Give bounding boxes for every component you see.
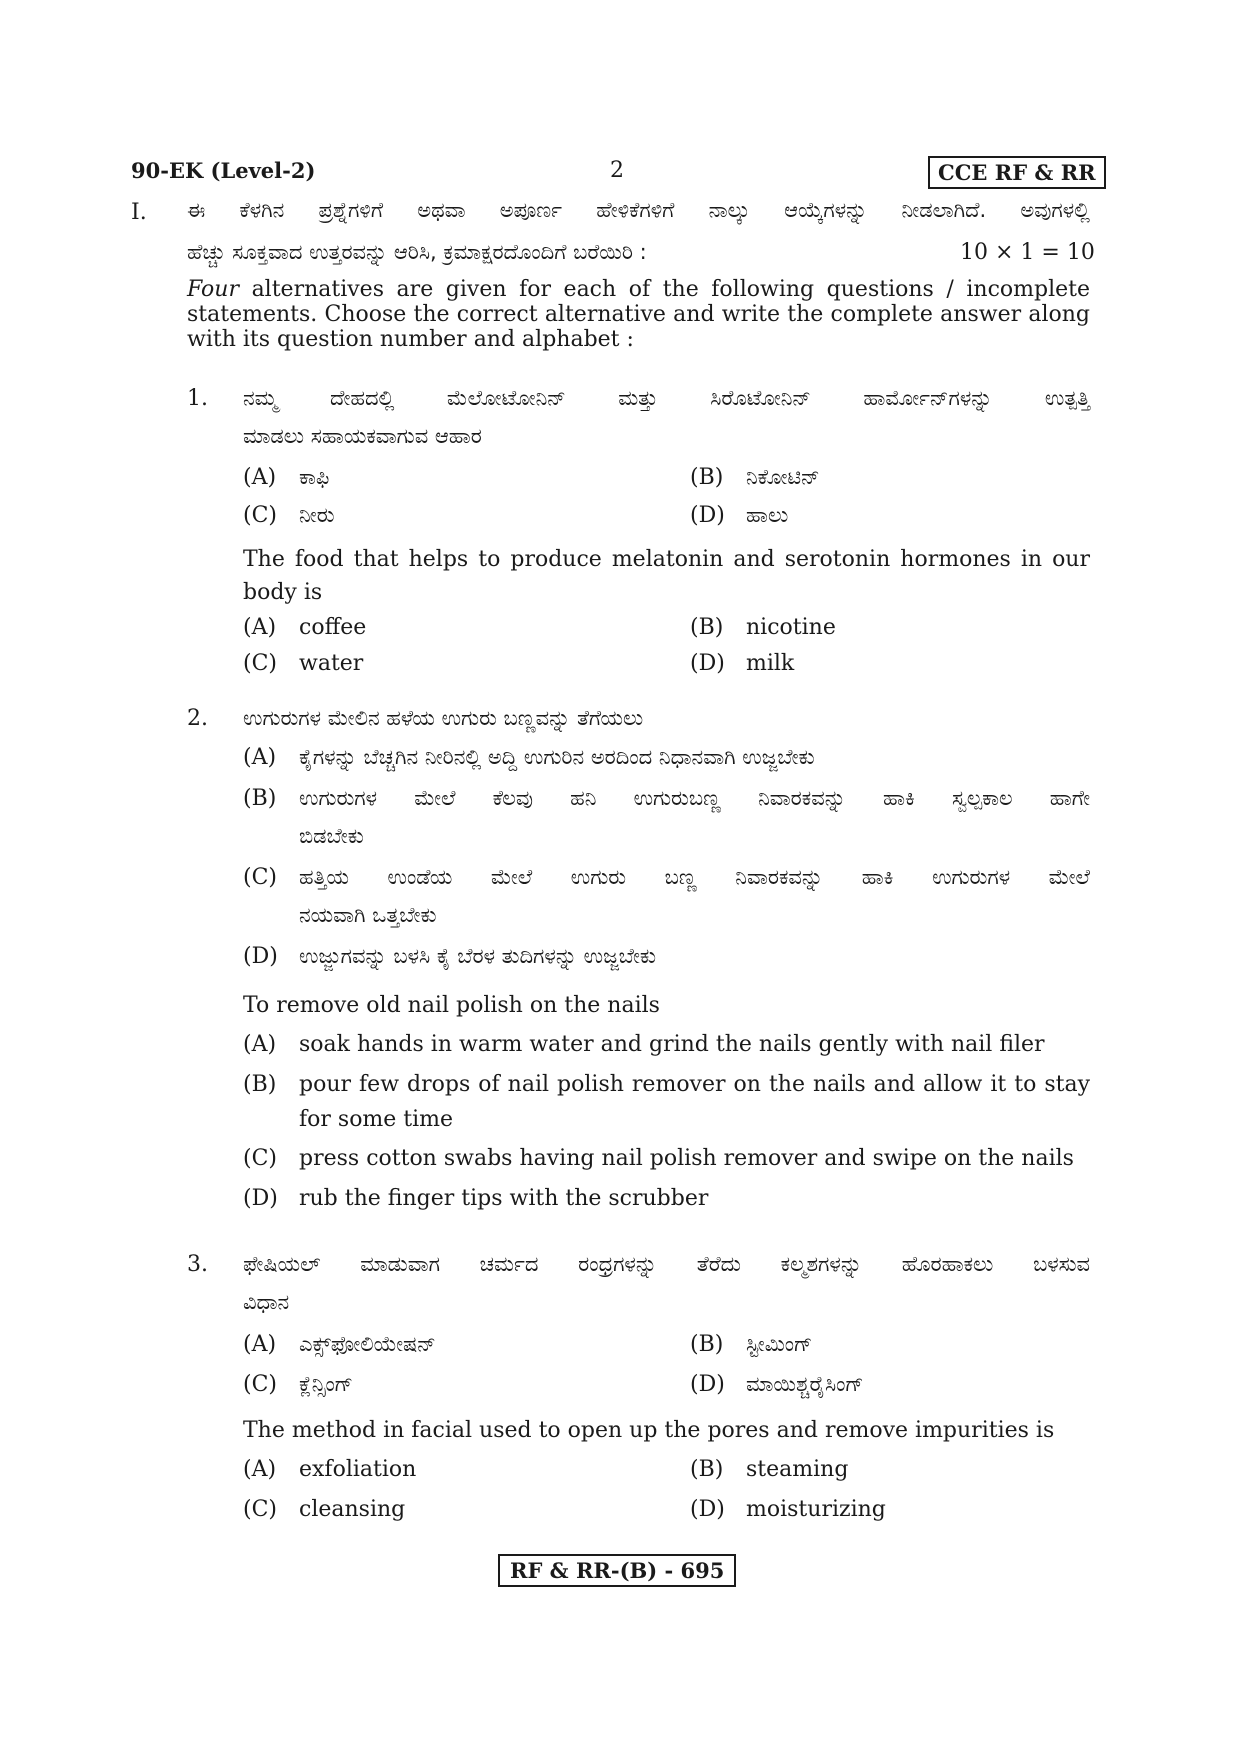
q2-en-option-c: press cotton swabs having nail polish remover and swipe on the nails <box>299 1146 1074 1171</box>
q1-en-option-d: milk <box>746 651 795 676</box>
question-1-english-line2: body is <box>243 580 323 605</box>
q1-en-option-a-label: (A) <box>243 615 277 640</box>
q1-kn-option-d: ಹಾಲು <box>746 503 789 527</box>
q2-kn-option-d-label: (D) <box>243 944 278 969</box>
q2-en-option-b-line2: for some time <box>299 1107 454 1132</box>
q2-en-option-a: soak hands in warm water and grind the nails gently with nail filer <box>299 1032 1045 1057</box>
q1-kn-option-d-label: (D) <box>690 503 725 528</box>
instruction-english-rest: alternatives are given for each of the following questions / incomplete <box>239 277 1090 302</box>
instruction-italic-word: Four <box>187 277 239 302</box>
q3-kn-option-a: ಎಕ್ಸ್‌ಫೋಲಿಯೇಷನ್ <box>299 1332 436 1356</box>
q2-en-option-b-label: (B) <box>243 1072 277 1097</box>
question-1-kannada-line1: ನಮ್ಮ ದೇಹದಲ್ಲಿ ಮೆಲೋಟೋನಿನ್ ಮತ್ತು ಸಿರೊಟೋನಿನ್ ಹಾರ್ಮೋನ್‌ಗಳನ್ನು ಉತ್ಪತ್ತಿ <box>243 386 1090 410</box>
question-1-english-line1: The food that helps to produce melatonin and serotonin hormones in our <box>243 547 1090 572</box>
question-1-number: 1. <box>187 386 208 411</box>
question-2-kannada-stem: ಉಗುರುಗಳ ಮೇಲಿನ ಹಳೆಯ ಉಗುರು ಬಣ್ಣವನ್ನು ತೆಗೆಯಲು <box>243 706 644 730</box>
instruction-english-line2: statements. Choose the correct alternative and write the complete answer along <box>187 302 1090 327</box>
page-number: 2 <box>610 158 624 183</box>
q2-en-option-d: rub the finger tips with the scrubber <box>299 1186 709 1211</box>
q3-kn-option-c-label: (C) <box>243 1372 277 1397</box>
q3-kn-option-d: ಮಾಯಿಶ್ಚರೈಸಿಂಗ್ <box>746 1372 864 1396</box>
q3-kn-option-d-label: (D) <box>690 1372 725 1397</box>
q1-kn-option-c: ನೀರು <box>299 503 335 527</box>
q2-en-option-b-line1: pour few drops of nail polish remover on the nails and allow it to stay <box>299 1072 1090 1097</box>
q3-en-option-a: exfoliation <box>299 1457 417 1482</box>
question-1-kannada-line2: ಮಾಡಲು ಸಹಾಯಕವಾಗುವ ಆಹಾರ <box>243 424 482 448</box>
q3-en-option-d-label: (D) <box>690 1497 725 1522</box>
q2-kn-option-d: ಉಜ್ಜುಗವನ್ನು ಬಳಸಿ ಕೈ ಬೆರಳ ತುದಿಗಳನ್ನು ಉಜ್ಜಬೇಕು <box>299 944 657 968</box>
q2-kn-option-a-label: (A) <box>243 745 277 770</box>
instruction-english-line3: with its question number and alphabet : <box>187 327 634 352</box>
q2-en-option-d-label: (D) <box>243 1186 278 1211</box>
q2-kn-option-b-line2: ಬಿಡಬೇಕು <box>299 824 364 848</box>
q1-en-option-b: nicotine <box>746 615 836 640</box>
q1-en-option-d-label: (D) <box>690 651 725 676</box>
q1-en-option-c: water <box>299 651 364 676</box>
q3-en-option-b: steaming <box>746 1457 849 1482</box>
q1-en-option-c-label: (C) <box>243 651 277 676</box>
marks-formula: 10 × 1 = 10 <box>960 240 1095 265</box>
q3-en-option-d: moisturizing <box>746 1497 886 1522</box>
instruction-kannada-line1: ಈ ಕೆಳಗಿನ ಪ್ರಶ್ನೆಗಳಿಗೆ ಅಥವಾ ಅಪೂರ್ಣ ಹೇಳಿಕೆಗಳಿಗೆ ನಾಲ್ಕು ಆಯ್ಕೆಗಳನ್ನು ನೀಡಲಾಗಿದೆ. ಅವುಗಳಲ್ಲಿ <box>187 198 1090 222</box>
q2-en-option-c-label: (C) <box>243 1146 277 1171</box>
q3-kn-option-c: ಕ್ಲೆನ್ಸಿಂಗ್ <box>299 1372 353 1396</box>
q1-kn-option-b: ನಿಕೋಟಿನ್ <box>746 465 820 489</box>
q3-kn-option-b: ಸ್ಟೀಮಿಂಗ್ <box>746 1332 813 1356</box>
q3-en-option-c: cleansing <box>299 1497 406 1522</box>
q3-en-option-b-label: (B) <box>690 1457 724 1482</box>
q2-en-option-a-label: (A) <box>243 1032 277 1057</box>
q1-kn-option-b-label: (B) <box>690 465 724 490</box>
section-number: I. <box>131 200 147 225</box>
question-3-kannada-line2: ವಿಧಾನ <box>243 1290 290 1314</box>
q2-kn-option-a: ಕೈಗಳನ್ನು ಬೆಚ್ಚಗಿನ ನೀರಿನಲ್ಲಿ ಅದ್ದಿ ಉಗುರಿನ ಅರದಿಂದ ನಿಧಾನವಾಗಿ ಉಜ್ಜಬೇಕು <box>299 745 815 769</box>
q2-kn-option-b-label: (B) <box>243 786 277 811</box>
q2-kn-option-b-line1: ಉಗುರುಗಳ ಮೇಲೆ ಕೆಲವು ಹನಿ ಉಗುರುಬಣ್ಣ ನಿವಾರಕವನ್ನು ಹಾಕಿ ಸ್ವಲ್ಪಕಾಲ ಹಾಗೇ <box>299 786 1090 810</box>
question-3-number: 3. <box>187 1252 208 1277</box>
q2-kn-option-c-label: (C) <box>243 865 277 890</box>
q3-en-option-a-label: (A) <box>243 1457 277 1482</box>
q2-kn-option-c-line2: ನಯವಾಗಿ ಒತ್ತಬೇಕು <box>299 903 437 927</box>
instruction-english-line1 <box>187 277 1090 302</box>
series-box: CCE RF & RR <box>928 156 1106 189</box>
question-2-number: 2. <box>187 706 208 731</box>
q1-kn-option-c-label: (C) <box>243 503 277 528</box>
question-2-english-stem: To remove old nail polish on the nails <box>243 993 660 1018</box>
question-3-english-stem: The method in facial used to open up the pores and remove impurities is <box>243 1418 1055 1443</box>
instruction-kannada-line2: ಹೆಚ್ಚು ಸೂಕ್ತವಾದ ಉತ್ತರವನ್ನು ಆರಿಸಿ, ಕ್ರಮಾಕ್ಷರದೊಂದಿಗೆ ಬರೆಯಿರಿ : <box>187 240 647 264</box>
q1-kn-option-a-label: (A) <box>243 465 277 490</box>
footer-code-box: RF & RR-(B) - 695 <box>498 1554 736 1587</box>
q1-en-option-a: coffee <box>299 615 367 640</box>
q3-kn-option-a-label: (A) <box>243 1332 277 1357</box>
q2-kn-option-c-line1: ಹತ್ತಿಯ ಉಂಡೆಯ ಮೇಲೆ ಉಗುರು ಬಣ್ಣ ನಿವಾರಕವನ್ನು ಹಾಕಿ ಉಗುರುಗಳ ಮೇಲೆ <box>299 865 1090 889</box>
q1-en-option-b-label: (B) <box>690 615 724 640</box>
q3-en-option-c-label: (C) <box>243 1497 277 1522</box>
q3-kn-option-b-label: (B) <box>690 1332 724 1357</box>
q1-kn-option-a: ಕಾಫಿ <box>299 465 330 489</box>
paper-code: 90-EK (Level-2) <box>131 158 316 183</box>
question-3-kannada-line1: ಫೇಷಿಯಲ್ ಮಾಡುವಾಗ ಚರ್ಮದ ರಂಧ್ರಗಳನ್ನು ತೆರೆದು ಕಲ್ಮಶಗಳನ್ನು ಹೊರಹಾಕಲು ಬಳಸುವ <box>243 1252 1090 1276</box>
